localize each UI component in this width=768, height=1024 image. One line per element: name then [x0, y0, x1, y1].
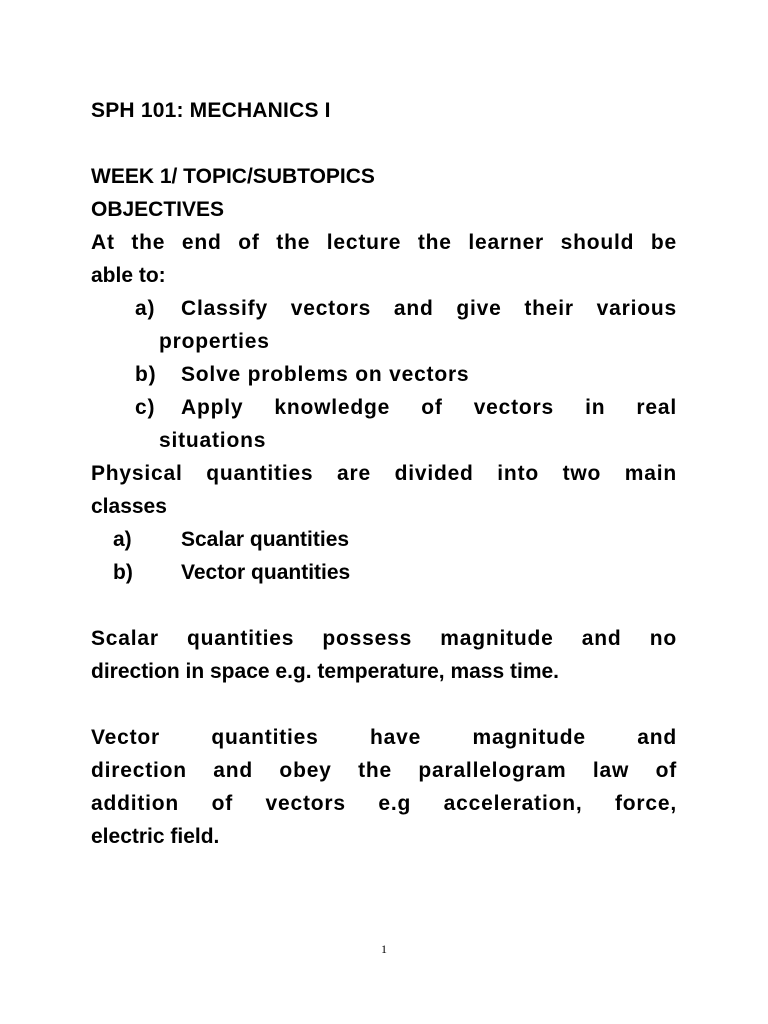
objectives-heading: OBJECTIVES [91, 198, 225, 221]
objective-text: Classify vectors and give their various [181, 297, 677, 320]
vector-paragraph-line-3: addition of vectors e.g acceleration, force, [91, 792, 677, 815]
classes-list [91, 523, 677, 589]
list-marker: a) [113, 528, 132, 551]
scalar-paragraph-line-1: Scalar quantities possess magnitude and no [91, 627, 677, 650]
spacer [91, 589, 677, 622]
class-label: Vector quantities [181, 561, 351, 584]
objective-item [91, 391, 677, 457]
list-marker: a) [135, 297, 156, 320]
objective-text-continued: situations [159, 429, 267, 452]
list-marker: b) [135, 363, 157, 386]
classes-intro-line-2: classes [91, 495, 167, 518]
vector-paragraph-line-2: direction and obey the parallelogram law of [91, 759, 677, 782]
objectives-intro-line-1: At the end of the lecture the learner should be [91, 231, 677, 254]
spacer [91, 688, 677, 721]
vector-paragraph-line-4: electric field. [91, 825, 220, 848]
class-item [91, 523, 677, 556]
objective-text: Apply knowledge of vectors in real [181, 396, 677, 419]
class-item [91, 556, 677, 589]
objective-item [91, 358, 677, 391]
objectives-intro-line-2: able to: [91, 264, 166, 287]
objective-text: Solve problems on vectors [181, 363, 470, 386]
objective-item [91, 292, 677, 358]
classes-intro-line-1: Physical quantities are divided into two main [91, 462, 677, 485]
scalar-paragraph-line-2: direction in space e.g. temperature, mass time. [91, 660, 559, 683]
spacer [91, 127, 677, 160]
objectives-list [91, 292, 677, 457]
page-number: 1 [381, 942, 387, 956]
objective-text-continued: properties [159, 330, 270, 353]
course-title: SPH 101: MECHANICS I [91, 99, 331, 122]
week-heading: WEEK 1/ TOPIC/SUBTOPICS [91, 165, 375, 188]
document-page [91, 94, 677, 853]
list-marker: c) [135, 396, 156, 419]
list-marker: b) [113, 561, 133, 584]
class-label: Scalar quantities [181, 528, 350, 551]
vector-paragraph-line-1: Vector quantities have magnitude and [91, 726, 677, 749]
